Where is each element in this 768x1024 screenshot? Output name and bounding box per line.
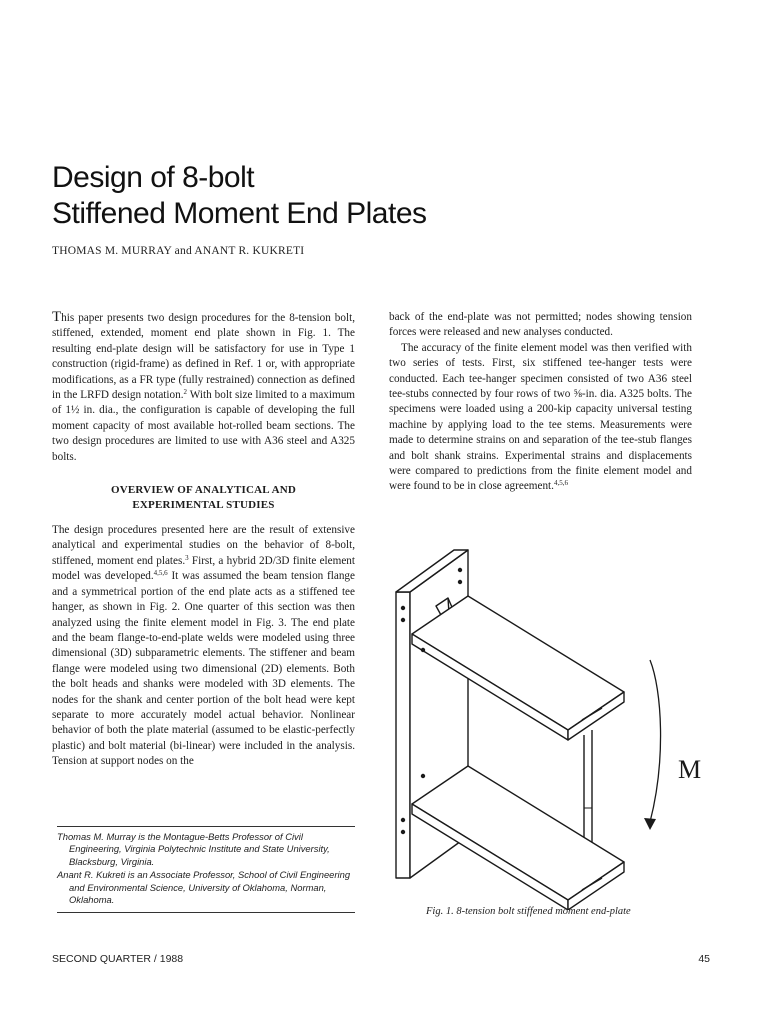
overview-text-c: It was assumed the beam tension flange and a symmetrical portion of the end plate acts as a stiffened tee hanger, as shown in Fig. 2. One quarter of this section was then analyzed using the finite element model in Fig. 3. The end plate and the beam flange-to-end-plate welds were modeled using three dimensional (3D) subparametric elements. The stiffener and beam flange were modeled using two dimensional (2D) elements. Both the bolt heads and shanks were modeled with 3D elements. The nodes for the shank and center portion of the bolt head were kept separate to more accurately model actual behavior. Nonlinear behavior of both the plate material (assumed to be elastic-perfectly plastic) and bolt material (bi-linear) were included in the analysis. Tension at support nodes on the: [52, 570, 355, 768]
reference-marker: 4,5,6: [553, 479, 568, 488]
bolt: [421, 774, 425, 778]
verification-text: The accuracy of the finite element model was then verified with two series of tests. First, six stiffened tee-hanger tests were conducted. Each tee-hanger specimen consisted of two A36 steel tee-stubs connected by four rows of two ⅝-in. dia. A325 bolts. The specimens were loaded using a 200-kip capacity universal testing machine by applying load to the tee stems. Measurements were made to determine strains on and separation of the tee-stub flanges and bolt shank strains. Experimental strains and displacements were compared to predictions from the finite element model and were found to be in close agreement.: [389, 341, 692, 493]
bolt: [401, 606, 405, 610]
continued-paragraph: back of the end-plate was not permitted; nodes showing tension forces were released and new analyses conducted.: [389, 311, 692, 339]
title-line-2: Stiffened Moment End Plates: [52, 197, 427, 230]
reference-marker: 3: [185, 553, 189, 562]
moment-label: M: [678, 755, 702, 784]
drop-cap: T: [52, 309, 62, 325]
section-heading-line-2: EXPERIMENTAL STUDIES: [132, 499, 275, 512]
intro-text: his paper presents two design procedures for the 8-tension bolt, stiffened, extended, moment end plate shown in Fig. 1. The resulting end-plate design will be satisfactory for use in Type 1 construction (rigid-frame) as defined in Ref. 1 or, with appropriate modifications, as a FR type (fully restrained) connection as defined in the LRFD design notation.: [52, 312, 355, 402]
paper-title: [52, 160, 652, 232]
bolt: [458, 568, 462, 572]
intro-text-cont: With bolt size limited to a maximum of 1½ in. dia., the configuration is capable of developing the full moment capacity of most available hot-rolled beam sections. The two design procedures are limited to use with A36 steel and A325 bolts.: [52, 389, 355, 463]
journal-issue: SECOND QUARTER / 1988: [52, 953, 184, 965]
overview-text-a: The design procedures presented here are the result of extensive analytical and experimental studies on the behavior of 8-bolt, stiffened, moment end plates.: [52, 524, 355, 567]
bolt: [421, 648, 425, 652]
bolt: [458, 580, 462, 584]
bolt: [401, 818, 405, 822]
bio-kukreti: Anant R. Kukreti is an Associate Professor, School of Civil Engineering and Environmental Science, University of Oklahoma, Norman, Oklahoma.: [57, 869, 351, 906]
bolt: [401, 830, 405, 834]
title-line-1: Design of 8-bolt: [52, 161, 255, 194]
overview-text-b: First, a hybrid 2D/3D finite element model was developed.: [52, 554, 355, 583]
overview-paragraph: [52, 523, 355, 770]
section-heading-line-1: OVERVIEW OF ANALYTICAL AND: [110, 484, 297, 497]
reference-marker: 4,5,6: [153, 569, 168, 578]
end-plate-figure: [388, 540, 708, 910]
figure-caption: Fig. 1. 8-tension bolt stiffened moment end-plate: [426, 906, 631, 917]
intro-paragraph: [52, 310, 355, 465]
reference-marker: 2: [183, 388, 187, 397]
author-line: THOMAS M. MURRAY and ANANT R. KUKRETI: [52, 245, 305, 257]
footnote-rule-bottom: [57, 912, 355, 913]
moment-arrowhead: [644, 818, 656, 830]
moment-arrow: [650, 660, 661, 822]
footnote-rule-top: [57, 826, 355, 827]
bio-murray: Thomas M. Murray is the Montague-Betts Professor of Civil Engineering, Virginia Polytechnic Institute and State University, Blacksburg, Virginia.: [57, 831, 330, 867]
page-number: 45: [698, 953, 710, 965]
section-heading: [52, 483, 355, 513]
end-plate-front: [396, 592, 410, 878]
bolt: [401, 618, 405, 622]
left-column: [52, 310, 355, 770]
verification-paragraph: [389, 341, 692, 495]
right-column: [389, 310, 692, 495]
author-bios: [57, 831, 355, 907]
